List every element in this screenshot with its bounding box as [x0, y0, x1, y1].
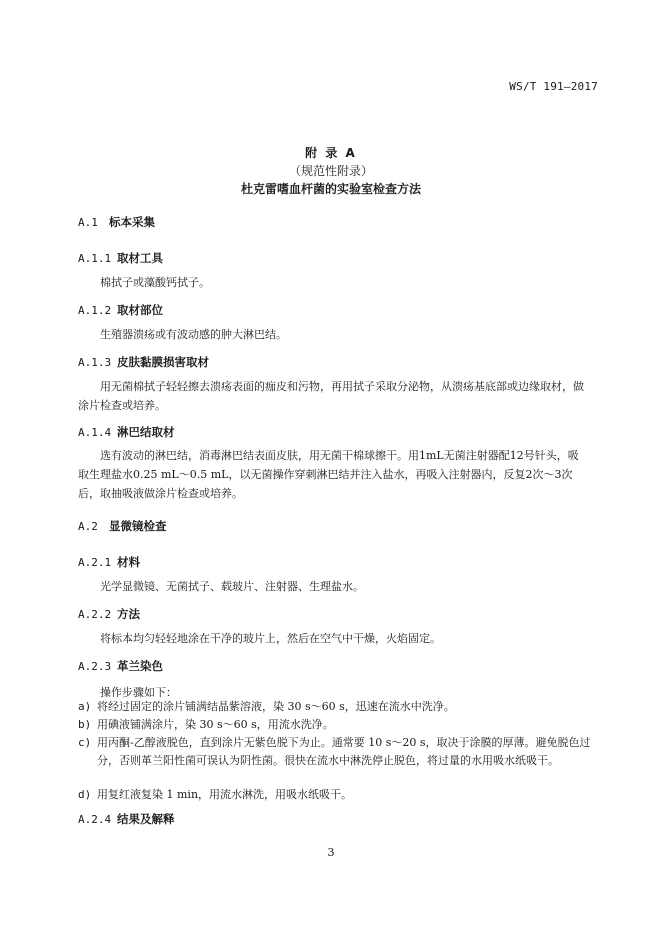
section-a2-2-text: 将标本均匀轻轻地涂在干净的玻片上，然后在空气中干燥，火焰固定。: [100, 632, 441, 645]
section-a1-1-text: 棉拭子或藻酸钙拭子。: [100, 276, 210, 289]
section-number: A.2: [78, 520, 98, 533]
appendix-name: 杜克雷嗜血杆菌的实验室检查方法: [240, 182, 421, 196]
list-marker: d): [78, 788, 92, 801]
section-a2-1-text: 光学显微镜、无菌拭子、载玻片、注射器、生理盐水。: [100, 580, 364, 593]
section-a1-4-heading: [78, 424, 175, 440]
section-a1-4-text: 选有波动的淋巴结，消毒淋巴结表面皮肤，用无菌干棉球擦干。用1mL无菌注射器配12号针头，吸取生理盐水0.25 mL～0.5 mL，以无菌操作穿刺淋巴结并注入盐水，再吸入注射器内，反复2次～3次后，取抽吸液做涂片检查或培养。: [78, 449, 579, 500]
list-marker: b): [78, 718, 92, 731]
list-item: [78, 716, 594, 734]
section-a2-4-heading: [78, 811, 175, 827]
section-number: A.2.3: [78, 660, 112, 673]
standard-code: WS/T 191—2017: [509, 80, 598, 93]
section-number: A.1.4: [78, 426, 112, 439]
list-item: [78, 786, 594, 804]
section-title: 淋巴结取材: [117, 425, 175, 439]
section-title: 革兰染色: [117, 659, 163, 673]
list-marker: c): [78, 736, 92, 749]
appendix-type: （规范性附录）: [288, 164, 373, 178]
section-a2-2-heading: [78, 606, 140, 622]
section-a2-1-heading: [78, 554, 140, 570]
section-title: 标本采集: [109, 215, 155, 229]
section-a1-3-heading: [78, 354, 209, 370]
section-title: 方法: [117, 607, 140, 621]
section-a1-heading: [78, 214, 155, 230]
section-a1-1-heading: [78, 250, 163, 266]
section-number: A.1.1: [78, 252, 112, 265]
list-item: [78, 698, 594, 716]
page-number: 3: [327, 846, 335, 859]
section-title: 材料: [117, 555, 140, 569]
list-marker: a): [78, 700, 92, 713]
section-number: A.1: [78, 216, 98, 229]
section-title: 取材工具: [117, 251, 163, 265]
steps-intro: 操作步骤如下：: [100, 686, 177, 699]
section-number: A.2.2: [78, 608, 112, 621]
list-item-text: 用碘液铺满涂片，染 30 s～60 s，用流水洗净。: [97, 718, 334, 731]
list-item-text: 用丙酮-乙醇液脱色，直到涂片无紫色脱下为止。通常要 10 s～20 s，取决于涂膜的厚薄。避免脱色过分，否则革兰阳性菌可误认为阴性菌。很快在流水中淋洗停止脱色，将过量的水用吸水纸吸干。: [97, 736, 591, 767]
section-a1-2-heading: [78, 302, 163, 318]
section-a2-heading: [78, 518, 167, 534]
section-number: A.1.3: [78, 356, 112, 369]
section-a1-3-text: 用无菌棉拭子轻轻擦去溃疡表面的痂皮和污物，再用拭子采取分泌物，从溃疡基底部或边缘取材，做涂片检查或培养。: [78, 380, 584, 412]
section-number: A.2.1: [78, 556, 112, 569]
section-title: 皮肤黏膜损害取材: [117, 355, 209, 369]
section-a1-2-text: 生殖器溃疡或有波动感的肿大淋巴结。: [100, 328, 287, 341]
section-title: 结果及解释: [117, 812, 175, 826]
section-a2-3-heading: [78, 658, 163, 674]
section-title: 显微镜检查: [109, 519, 167, 533]
section-number: A.2.4: [78, 813, 112, 826]
list-item: [78, 734, 594, 770]
list-item-text: 将经过固定的涂片铺满结晶紫溶液，染 30 s～60 s，迅速在流水中洗净。: [97, 700, 455, 713]
list-item-text: 用复红液复染 1 min，用流水淋洗，用吸水纸吸干。: [97, 788, 353, 801]
section-title: 取材部位: [117, 303, 163, 317]
section-number: A.1.2: [78, 304, 112, 317]
appendix-title: 附 录 A: [305, 146, 357, 160]
